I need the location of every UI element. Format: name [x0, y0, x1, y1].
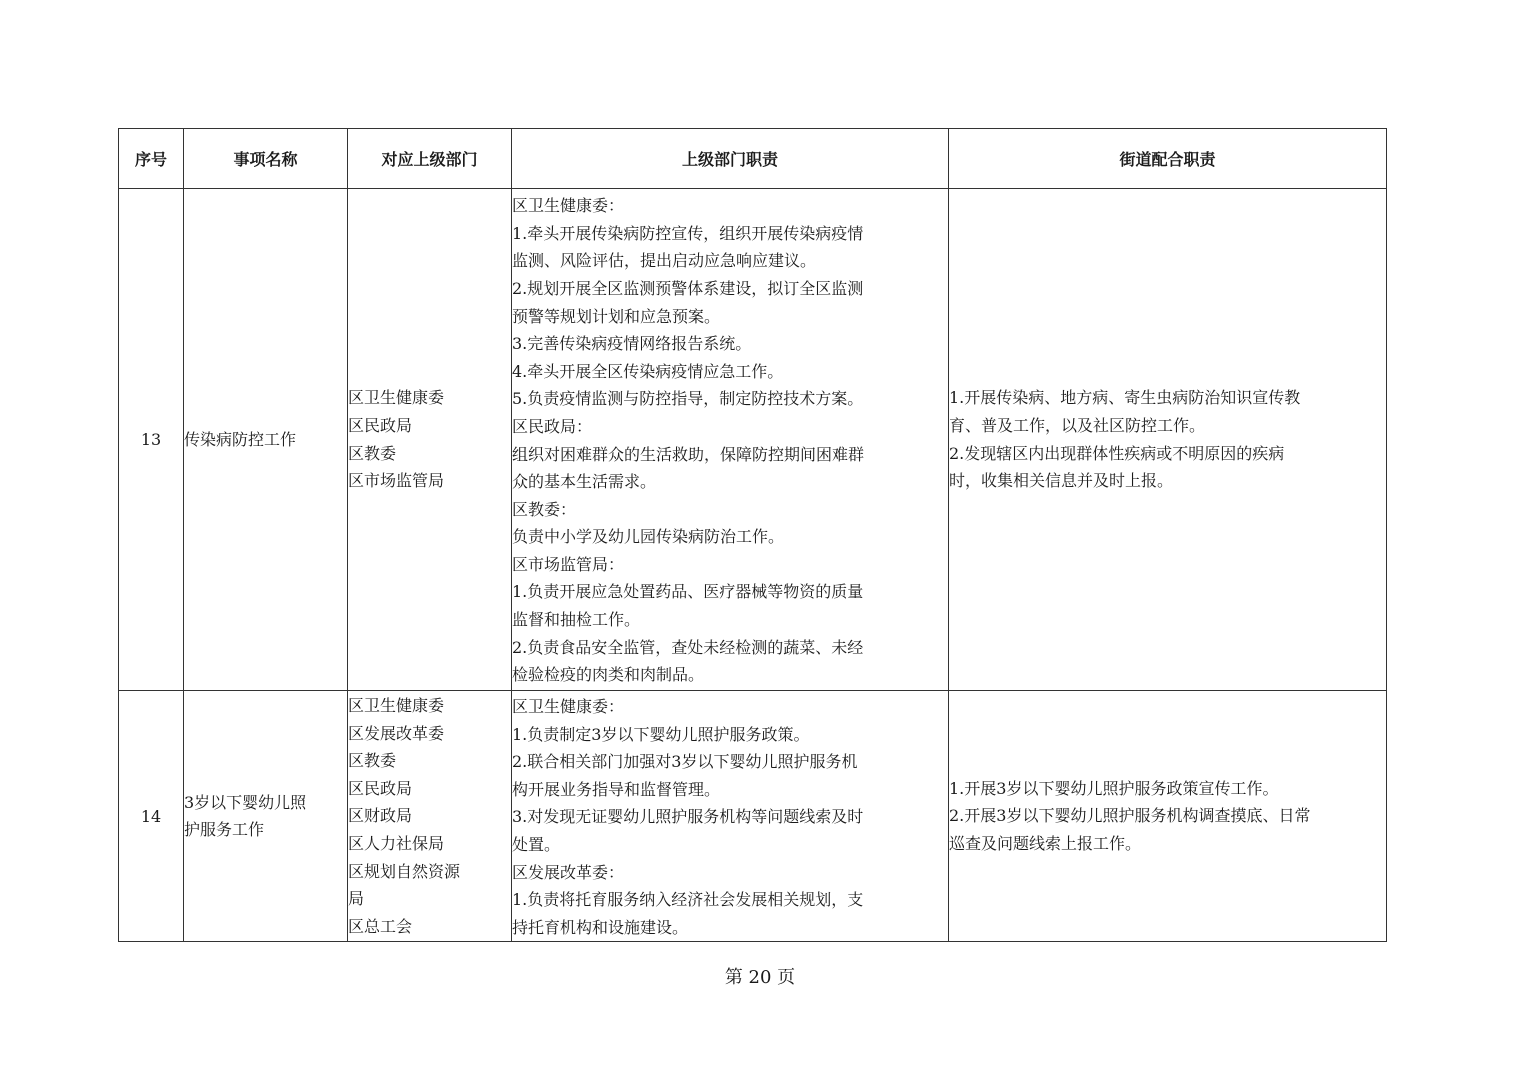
department-item: 区民政局	[348, 415, 413, 435]
row-item-name: 传染病防控工作	[184, 189, 348, 691]
department-item: 区人力社保局	[348, 833, 445, 853]
duty-line: 5.负责疫情监测与防控指导，制定防控技术方案。	[512, 389, 864, 409]
table-header-row	[119, 129, 1387, 189]
page-number: 第 20 页	[724, 967, 796, 988]
row-street-cooperation-duties	[949, 189, 1387, 691]
duty-line: 区教委：	[512, 499, 577, 519]
duty-line: 众的基本生活需求。	[512, 472, 657, 492]
duty-line: 4.牵头开展全区传染病疫情应急工作。	[512, 361, 784, 381]
department-item: 区规划自然资源	[348, 861, 461, 881]
row-departments	[348, 691, 512, 942]
duty-line: 1.牵头开展传染病防控宣传，组织开展传染病疫情	[512, 223, 864, 243]
duty-line: 检验检疫的肉类和肉制品。	[512, 665, 705, 685]
duty-line: 处置。	[512, 834, 561, 854]
duty-line: 构开展业务指导和监督管理。	[512, 779, 721, 799]
coop-line: 2.开展3岁以下婴幼儿照护服务机构调查摸底、日常	[949, 806, 1311, 826]
item-name-line: 3岁以下婴幼儿照	[184, 792, 307, 812]
row-serial-number: 14	[119, 691, 184, 942]
duty-line: 1.负责制定3岁以下婴幼儿照护服务政策。	[512, 724, 810, 744]
duty-line: 区发展改革委：	[512, 862, 625, 882]
duty-line: 2.负责食品安全监管，查处未经检测的蔬菜、未经	[512, 637, 864, 657]
department-item: 区卫生健康委	[348, 388, 445, 408]
duty-line: 3.对发现无证婴幼儿照护服务机构等问题线索及时	[512, 807, 864, 827]
row-superior-duties	[512, 691, 949, 942]
duties-table	[118, 128, 1387, 942]
department-item: 区教委	[348, 751, 397, 771]
coop-line: 1.开展3岁以下婴幼儿照护服务政策宣传工作。	[949, 778, 1279, 798]
duty-line: 负责中小学及幼儿园传染病防治工作。	[512, 527, 785, 547]
duty-line: 持托育机构和设施建设。	[512, 917, 689, 937]
department-item: 区财政局	[348, 806, 413, 826]
header-item-name: 事项名称	[184, 129, 348, 189]
duty-line: 监督和抽检工作。	[512, 610, 641, 630]
duty-line: 预警等规划计划和应急预案。	[512, 306, 721, 326]
row-departments	[348, 189, 512, 691]
duty-line: 区民政局：	[512, 416, 593, 436]
coop-line: 育、普及工作，以及社区防控工作。	[949, 415, 1206, 435]
row-serial-number: 13	[119, 189, 184, 691]
duty-line: 2.联合相关部门加强对3岁以下婴幼儿照护服务机	[512, 752, 858, 772]
duty-line: 监测、风险评估，提出启动应急响应建议。	[512, 251, 817, 271]
department-item: 局	[348, 889, 365, 909]
department-item: 区民政局	[348, 778, 413, 798]
table-row	[119, 189, 1387, 691]
department-item: 区市场监管局	[348, 471, 445, 491]
item-name-line: 护服务工作	[184, 820, 265, 840]
header-serial-number: 序号	[119, 129, 184, 189]
row-item-name	[184, 691, 348, 942]
table-row	[119, 691, 1387, 942]
row-street-cooperation-duties	[949, 691, 1387, 942]
duty-line: 区卫生健康委：	[512, 196, 625, 216]
department-item: 区发展改革委	[348, 723, 445, 743]
duty-line: 2.规划开展全区监测预警体系建设，拟订全区监测	[512, 278, 864, 298]
duty-line: 1.负责将托育服务纳入经济社会发展相关规划，支	[512, 890, 864, 910]
row-superior-duties	[512, 189, 949, 691]
coop-line: 2.发现辖区内出现群体性疾病或不明原因的疾病	[949, 443, 1285, 463]
coop-line: 1.开展传染病、地方病、寄生虫病防治知识宣传教	[949, 388, 1301, 408]
department-item: 区卫生健康委	[348, 696, 445, 715]
duty-line: 1.负责开展应急处置药品、医疗器械等物资的质量	[512, 582, 864, 602]
department-item: 区教委	[348, 443, 397, 463]
header-street-cooperation-duties: 街道配合职责	[949, 129, 1387, 189]
duty-line: 组织对困难群众的生活救助，保障防控期间困难群	[512, 444, 865, 464]
coop-line: 时，收集相关信息并及时上报。	[949, 471, 1174, 491]
duty-line: 区卫生健康委：	[512, 697, 625, 716]
header-superior-department: 对应上级部门	[348, 129, 512, 189]
duty-line: 区市场监管局：	[512, 554, 625, 574]
coop-line: 巡查及问题线索上报工作。	[949, 833, 1142, 853]
header-superior-duties: 上级部门职责	[512, 129, 949, 189]
department-item: 区总工会	[348, 916, 413, 936]
duty-line: 3.完善传染病疫情网络报告系统。	[512, 334, 752, 354]
